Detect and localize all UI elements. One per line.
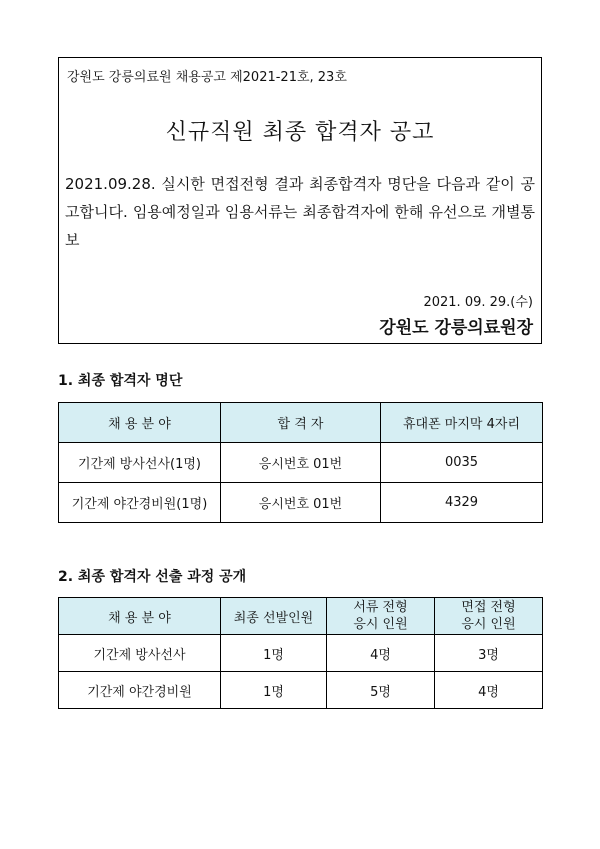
cell-phone-last4: 0035 [381, 443, 543, 483]
header-interview-applicants: 면접 전형 응시 인원 [435, 598, 543, 635]
cell-document-applicants: 4명 [327, 635, 435, 672]
header-final-selected: 최종 선발인원 [221, 598, 327, 635]
section2-heading: 2. 최종 합격자 선출 과정 공개 [58, 569, 247, 585]
cell-interview-applicants: 4명 [435, 672, 543, 709]
cell-field: 기간제 방사선사(1명) [59, 443, 221, 483]
table-header-row [59, 403, 543, 443]
selection-process-table [58, 597, 543, 709]
header-phone-last4: 휴대폰 마지막 4자리 [381, 403, 543, 443]
notice-date: 2021. 09. 29.(수) [423, 295, 533, 310]
cell-phone-last4: 4329 [381, 483, 543, 523]
header-document-applicants: 서류 전형 응시 인원 [327, 598, 435, 635]
table-row [59, 483, 543, 523]
cell-finalist: 응시번호 01번 [221, 443, 381, 483]
table-row [59, 443, 543, 483]
cell-final-selected: 1명 [221, 635, 327, 672]
finalist-table [58, 402, 543, 523]
notice-box [58, 57, 542, 344]
table-row [59, 635, 543, 672]
header-finalist: 합 격 자 [221, 403, 381, 443]
section1-heading: 1. 최종 합격자 명단 [58, 373, 183, 389]
cell-document-applicants: 5명 [327, 672, 435, 709]
table-header-row [59, 598, 543, 635]
header-field: 채 용 분 야 [59, 598, 221, 635]
notice-title: 신규직원 최종 합격자 공고 [165, 120, 435, 145]
cell-field: 기간제 야간경비원 [59, 672, 221, 709]
table-row [59, 672, 543, 709]
cell-interview-applicants: 3명 [435, 635, 543, 672]
notice-reference: 강원도 강릉의료원 채용공고 제2021-21호, 23호 [67, 70, 347, 85]
cell-final-selected: 1명 [221, 672, 327, 709]
notice-body: 2021.09.28. 실시한 면접전형 결과 최종합격자 명단을 다음과 같이 공고합니다. 임용예정일과 임용서류는 최종합격자에 한해 유선으로 개별통보 [65, 175, 535, 249]
header-field: 채 용 분 야 [59, 403, 221, 443]
cell-field: 기간제 야간경비원(1명) [59, 483, 221, 523]
cell-finalist: 응시번호 01번 [221, 483, 381, 523]
cell-field: 기간제 방사선사 [59, 635, 221, 672]
notice-issuer: 강원도 강릉의료원장 [379, 318, 533, 338]
